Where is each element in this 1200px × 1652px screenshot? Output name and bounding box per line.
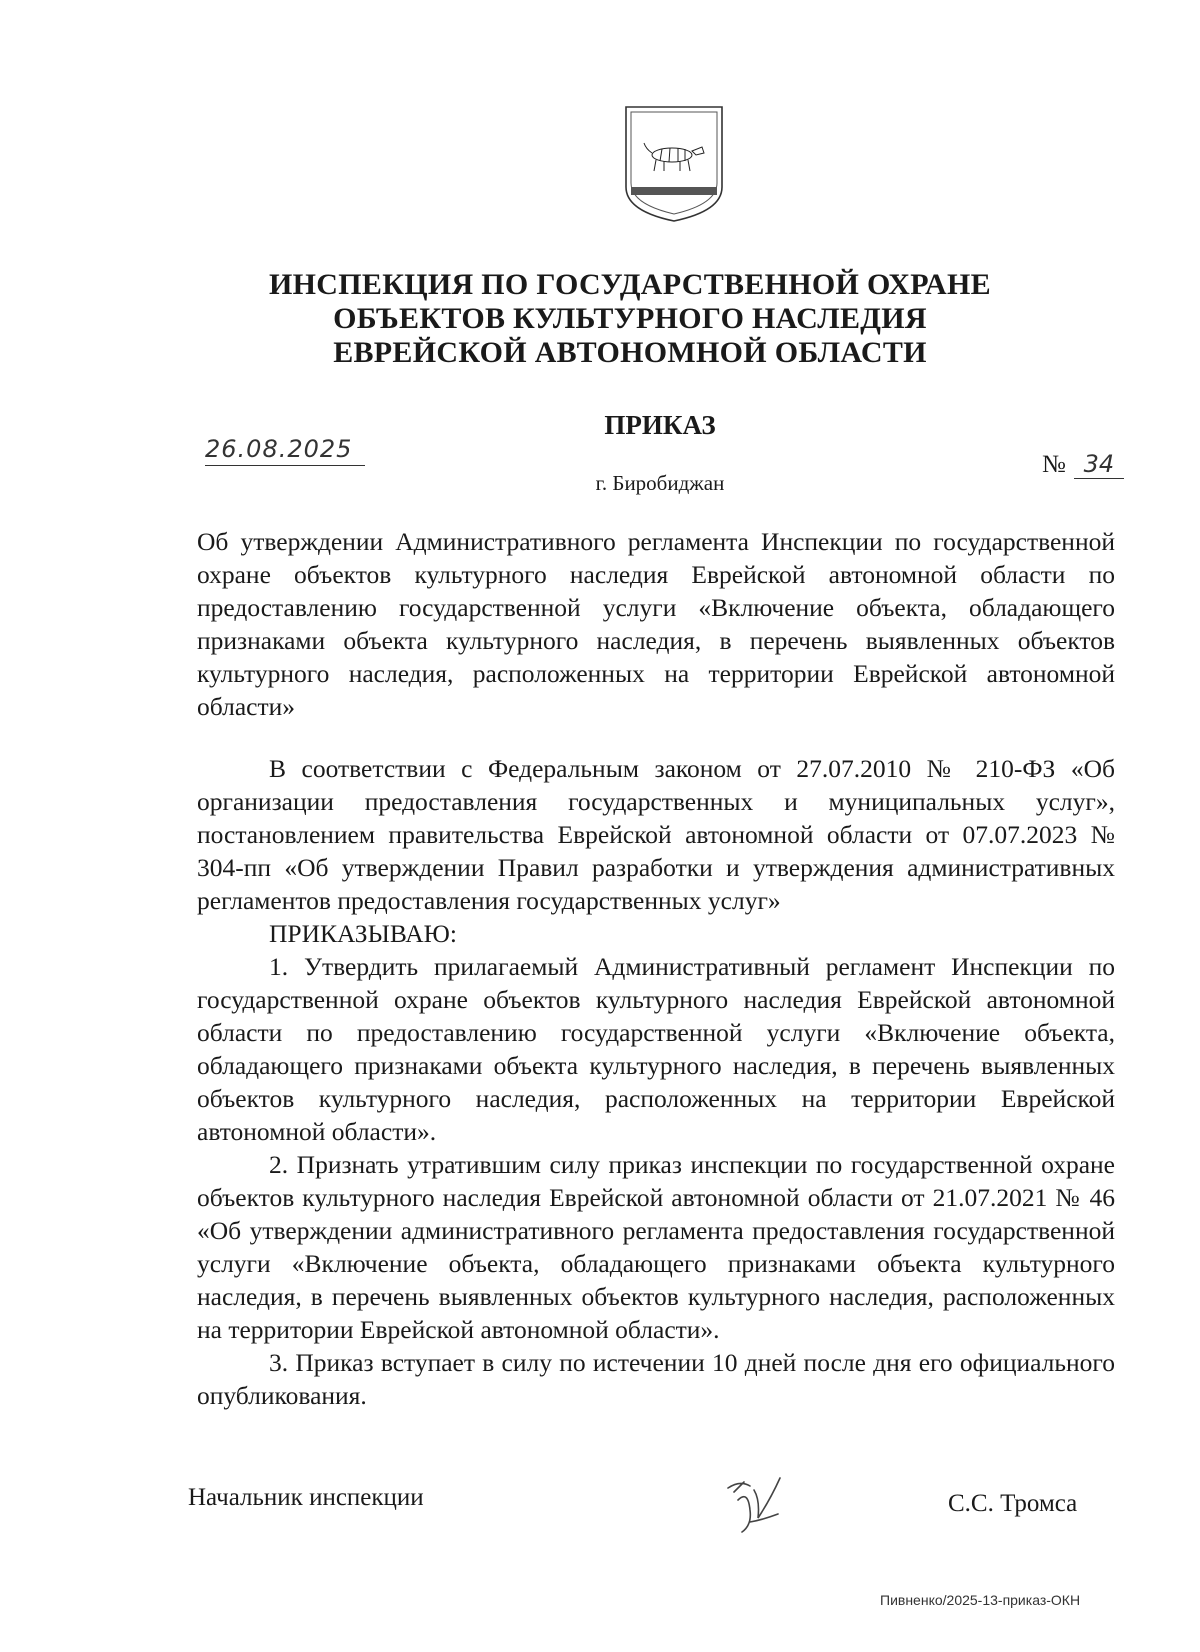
document-title: Об утверждении Административного регламента Инспекции по государственной охране объектов культурного наследия Еврейской автономной области по предоставлению государственной услуги «Включение объекта, обладающего признаками объекта культурного наследия, в перечень выявленных объектов культурного наследия, расположенных на территории Еврейской автономной области» [197, 527, 1115, 721]
signer-position: Начальник инспекции [188, 1484, 424, 1511]
signer-name: С.С. Тромса [948, 1490, 1078, 1517]
organization-line: ИНСПЕКЦИЯ ПО ГОСУДАРСТВЕННОЙ ОХРАНЕ [269, 268, 991, 301]
footer-reference: Пивненко/2025-13-приказ-ОКН [880, 1592, 1081, 1608]
order-item: 3. Приказ вступает в силу по истечении 10 дней после дня его официального опубликования. [197, 1348, 1115, 1410]
coat-of-arms-icon [622, 103, 726, 225]
handwritten-signature-icon [720, 1470, 790, 1540]
organization-name [230, 268, 1030, 370]
city: г. Биробиджан [595, 471, 725, 495]
document-body [197, 752, 1115, 1412]
document-number [1042, 450, 1124, 479]
organization-line: ЕВРЕЙСКОЙ АВТОНОМНОЙ ОБЛАСТИ [333, 336, 927, 369]
document-date: 26.08.2025 [205, 435, 365, 466]
number-value: 34 [1074, 450, 1124, 479]
order-item: 1. Утвердить прилагаемый Административный регламент Инспекции по государственной охране объектов культурного наследия Еврейской автономной области по предоставлению государственной услуги «Включение объекта, обладающего признаками объекта культурного наследия, в перечень выявленных объектов культурного наследия, расположенных на территории Еврейской автономной области». [197, 952, 1115, 1146]
document-type: ПРИКАЗ [604, 410, 716, 440]
order-item: 2. Признать утратившим силу приказ инспекции по государственной охране объектов культурного наследия Еврейской автономной области от 21.07.2021 № 46 «Об утверждении административного регламента предоставления государственной услуги «Включение объекта, обладающего признаками объекта культурного наследия, в перечень выявленных объектов культурного наследия, расположенных на территории Еврейской автономной области». [197, 1150, 1115, 1344]
number-label: № [1042, 451, 1066, 478]
order-word: ПРИКАЗЫВАЮ: [269, 919, 457, 948]
preamble-paragraph: В соответствии с Федеральным законом от 27.07.2010 № 210-ФЗ «Об организации предоставления государственных и муниципальных услуг», постановлением правительства Еврейской автономной области от 07.07.2023 № 304-пп «Об утверждении Правил разработки и утверждения административных регламентов предоставления государственных услуг» [197, 754, 1115, 915]
organization-line: ОБЪЕКТОВ КУЛЬТУРНОГО НАСЛЕДИЯ [333, 302, 927, 335]
